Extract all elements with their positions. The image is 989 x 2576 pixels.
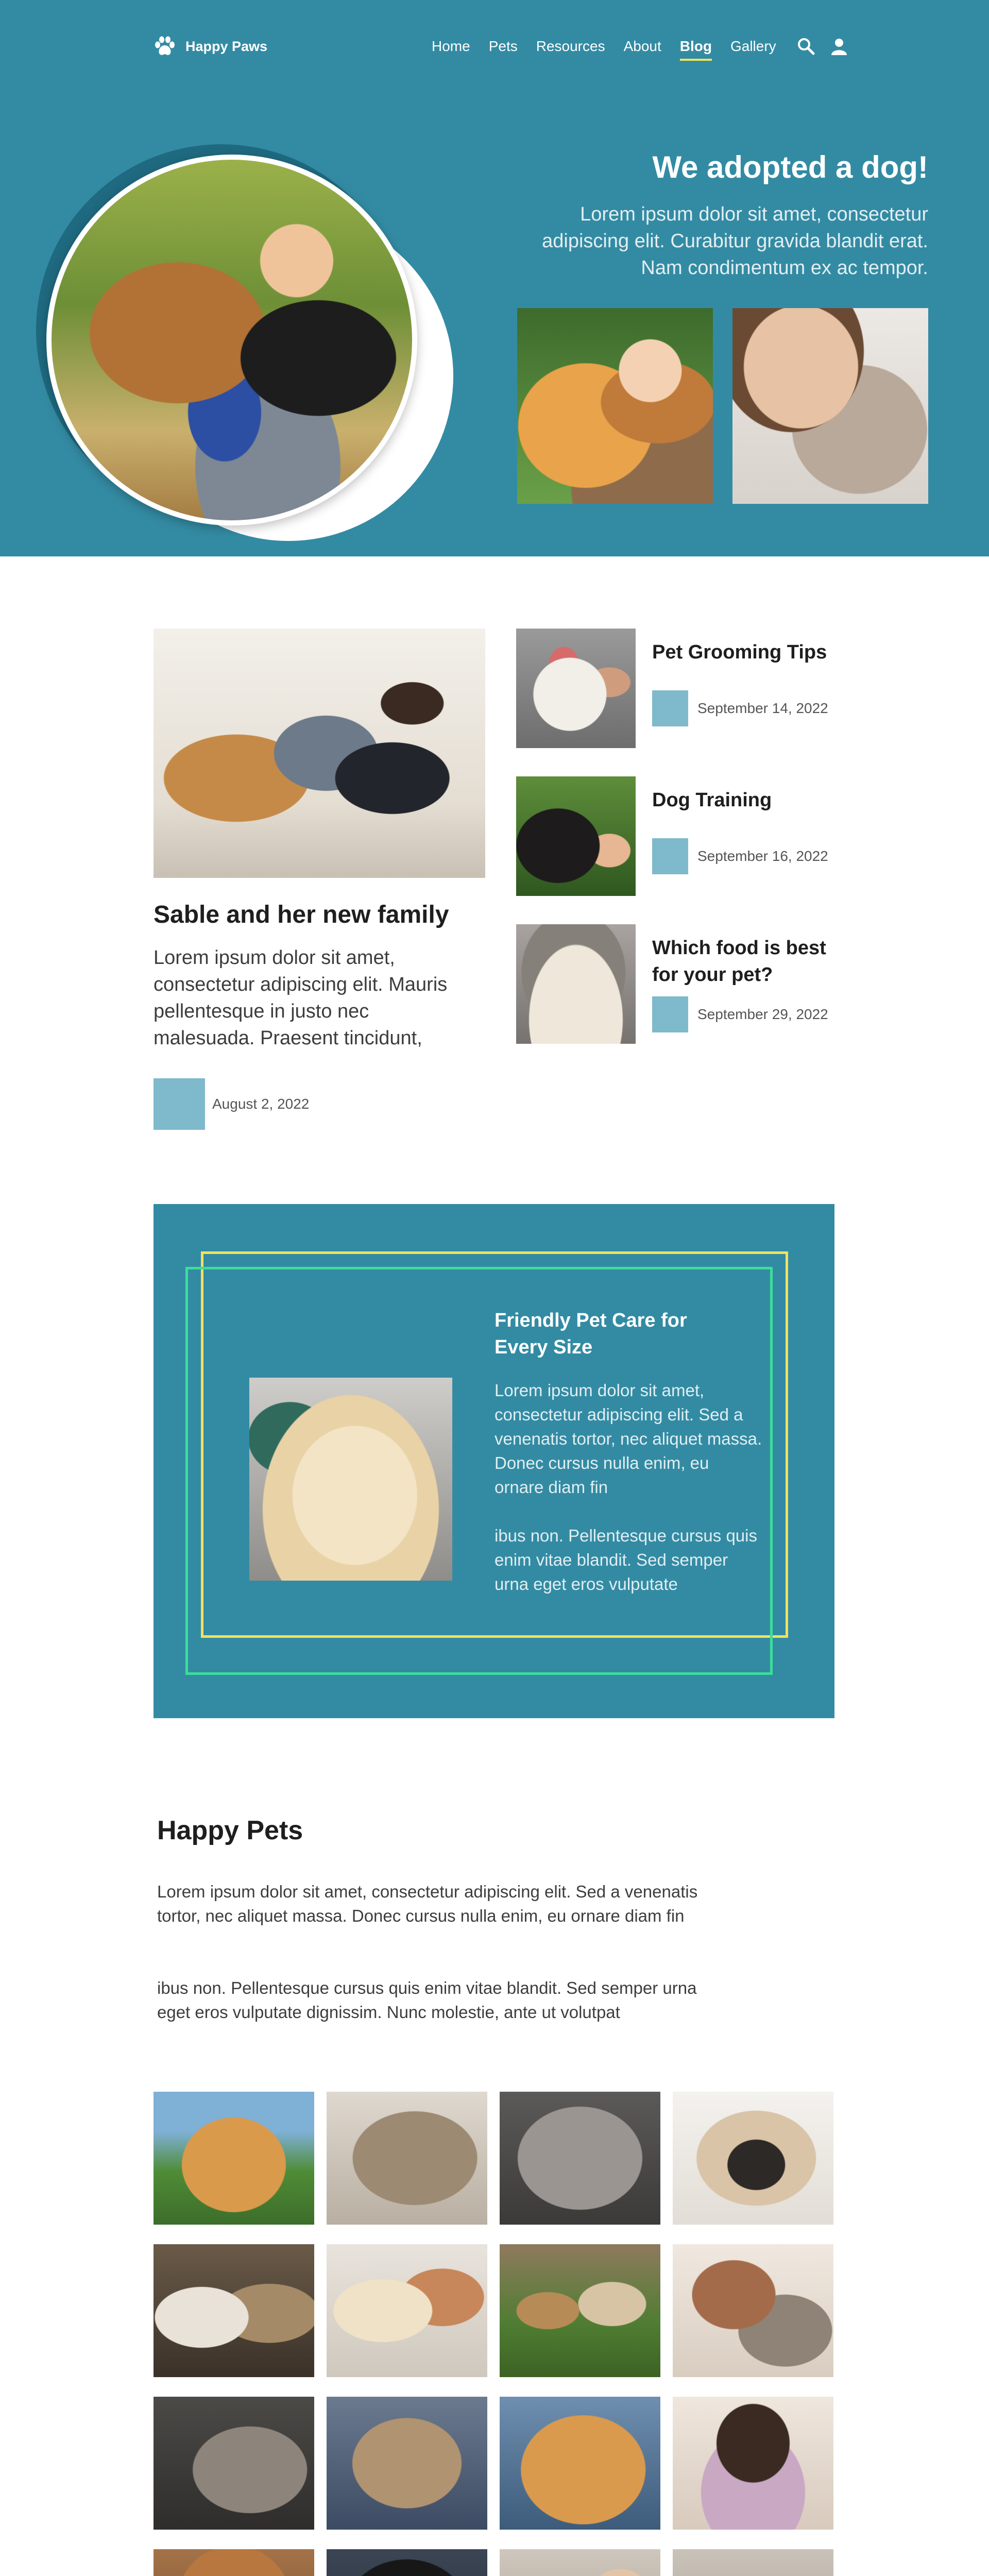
gallery-photo-woman-kitten[interactable] (673, 2244, 833, 2377)
side-post-meta (652, 838, 828, 874)
hero-photo-woman-with-corgi (517, 308, 713, 504)
main-nav (432, 37, 861, 56)
gallery-photo-cat-face[interactable] (500, 2092, 660, 2225)
nav-pets[interactable]: Pets (488, 38, 518, 54)
nav-gallery[interactable]: Gallery (730, 38, 776, 54)
featured-post-excerpt: Lorem ipsum dolor sit amet, consectetur adipiscing elit. Mauris pellentesque in justo nec malesuada. Praesent tincidunt, (154, 947, 448, 1049)
paw-icon (154, 36, 176, 57)
gallery-photo-cat-hand[interactable] (500, 2549, 660, 2576)
side-post-meta (652, 996, 828, 1032)
happy-pets-title: Happy Pets (157, 1816, 303, 1845)
happy-pets-text: Lorem ipsum dolor sit amet, consectetur adipiscing elit. Sed a venenatis tortor, nec aliquet massa. Donec cursus nulla enim, eu ornare diam fin (157, 1882, 698, 1925)
brand-logo[interactable] (154, 36, 267, 57)
side-post-image-grooming[interactable] (516, 629, 636, 748)
author-avatar (154, 1078, 205, 1130)
side-post-title[interactable]: Pet Grooming Tips (652, 641, 827, 663)
nav-resources[interactable]: Resources (536, 38, 605, 54)
promo-text: ibus non. Pellentesque cursus quis enim vitae blandit. Sed semper urna eget eros vulputate (494, 1526, 757, 1594)
featured-post-title[interactable]: Sable and her new family (154, 901, 449, 928)
side-post-body (652, 629, 834, 748)
hero-title: We adopted a dog! (652, 150, 928, 184)
gallery-photo-pug[interactable] (673, 2092, 833, 2225)
nav-blog[interactable]: Blog (679, 38, 712, 54)
user-icon[interactable] (830, 37, 848, 56)
promo-text: Lorem ipsum dolor sit amet, consectetur adipiscing elit. Sed a venenatis tortor, nec aliquet massa. Donec cursus nulla enim, eu ornare diam fin (494, 1381, 762, 1497)
gallery-photo-cat-petting[interactable] (154, 2397, 314, 2530)
gallery-photo-border-collie[interactable] (327, 2549, 487, 2576)
search-icon[interactable] (797, 37, 815, 56)
side-post-meta (652, 690, 828, 726)
nav-about[interactable]: About (623, 38, 661, 54)
side-post-title[interactable]: Which food is best for your pet? (652, 937, 826, 986)
gallery-photo-cat-lying[interactable] (327, 2092, 487, 2225)
side-post[interactable] (516, 924, 834, 1044)
gallery-photo-dog-group[interactable] (500, 2244, 660, 2377)
side-post[interactable] (516, 629, 834, 748)
side-post-body (652, 776, 834, 896)
side-post-image-cat-food[interactable] (516, 924, 636, 1044)
featured-post-image[interactable] (154, 629, 485, 878)
gallery-photo-golden[interactable] (500, 2397, 660, 2530)
brand-name: Happy Paws (185, 38, 268, 54)
side-post[interactable] (516, 776, 834, 896)
author-avatar (652, 690, 688, 726)
hero-text: Lorem ipsum dolor sit amet, consectetur adipiscing elit. Curabitur gravida blandit erat. Nam condimentum ex ac tempor. (542, 204, 928, 279)
hero-section (0, 0, 989, 556)
pet-care-promo (154, 1204, 834, 1718)
side-post-date: September 16, 2022 (697, 848, 828, 864)
gallery-photo-puppy-hug[interactable] (327, 2244, 487, 2377)
side-post-date: September 14, 2022 (697, 700, 828, 716)
featured-post-meta (154, 1078, 309, 1130)
featured-post-date: August 2, 2022 (212, 1096, 310, 1112)
hero-photo-woman-with-cat (732, 308, 928, 504)
happy-pets-text: ibus non. Pellentesque cursus quis enim vitae blandit. Sed semper urna eget eros vulputate dignissim. Nunc molestie, ante ut volutpat (157, 1978, 697, 2022)
gallery-photo-woman-cat[interactable] (673, 2397, 833, 2530)
promo-title: Friendly Pet Care for Every Size (494, 1310, 687, 1358)
side-post-body (652, 924, 834, 1044)
author-avatar (652, 996, 688, 1032)
gallery-photo-sleepy-cat[interactable] (673, 2549, 833, 2576)
author-avatar (652, 838, 688, 874)
gallery-photo-kittens[interactable] (154, 2244, 314, 2377)
hero-photo-man-with-dog (46, 155, 417, 526)
side-post-title[interactable]: Dog Training (652, 789, 772, 811)
gallery-photo-tabby-kitten[interactable] (327, 2397, 487, 2530)
promo-photo-puppy-vet (249, 1378, 452, 1581)
pet-gallery (154, 2092, 833, 2576)
nav-home[interactable]: Home (432, 38, 470, 54)
gallery-photo-shiba[interactable] (154, 2092, 314, 2225)
gallery-photo-jack-russell[interactable] (154, 2549, 314, 2576)
side-post-image-dog-training[interactable] (516, 776, 636, 896)
site-header (0, 0, 989, 98)
side-post-date: September 29, 2022 (697, 1006, 828, 1022)
